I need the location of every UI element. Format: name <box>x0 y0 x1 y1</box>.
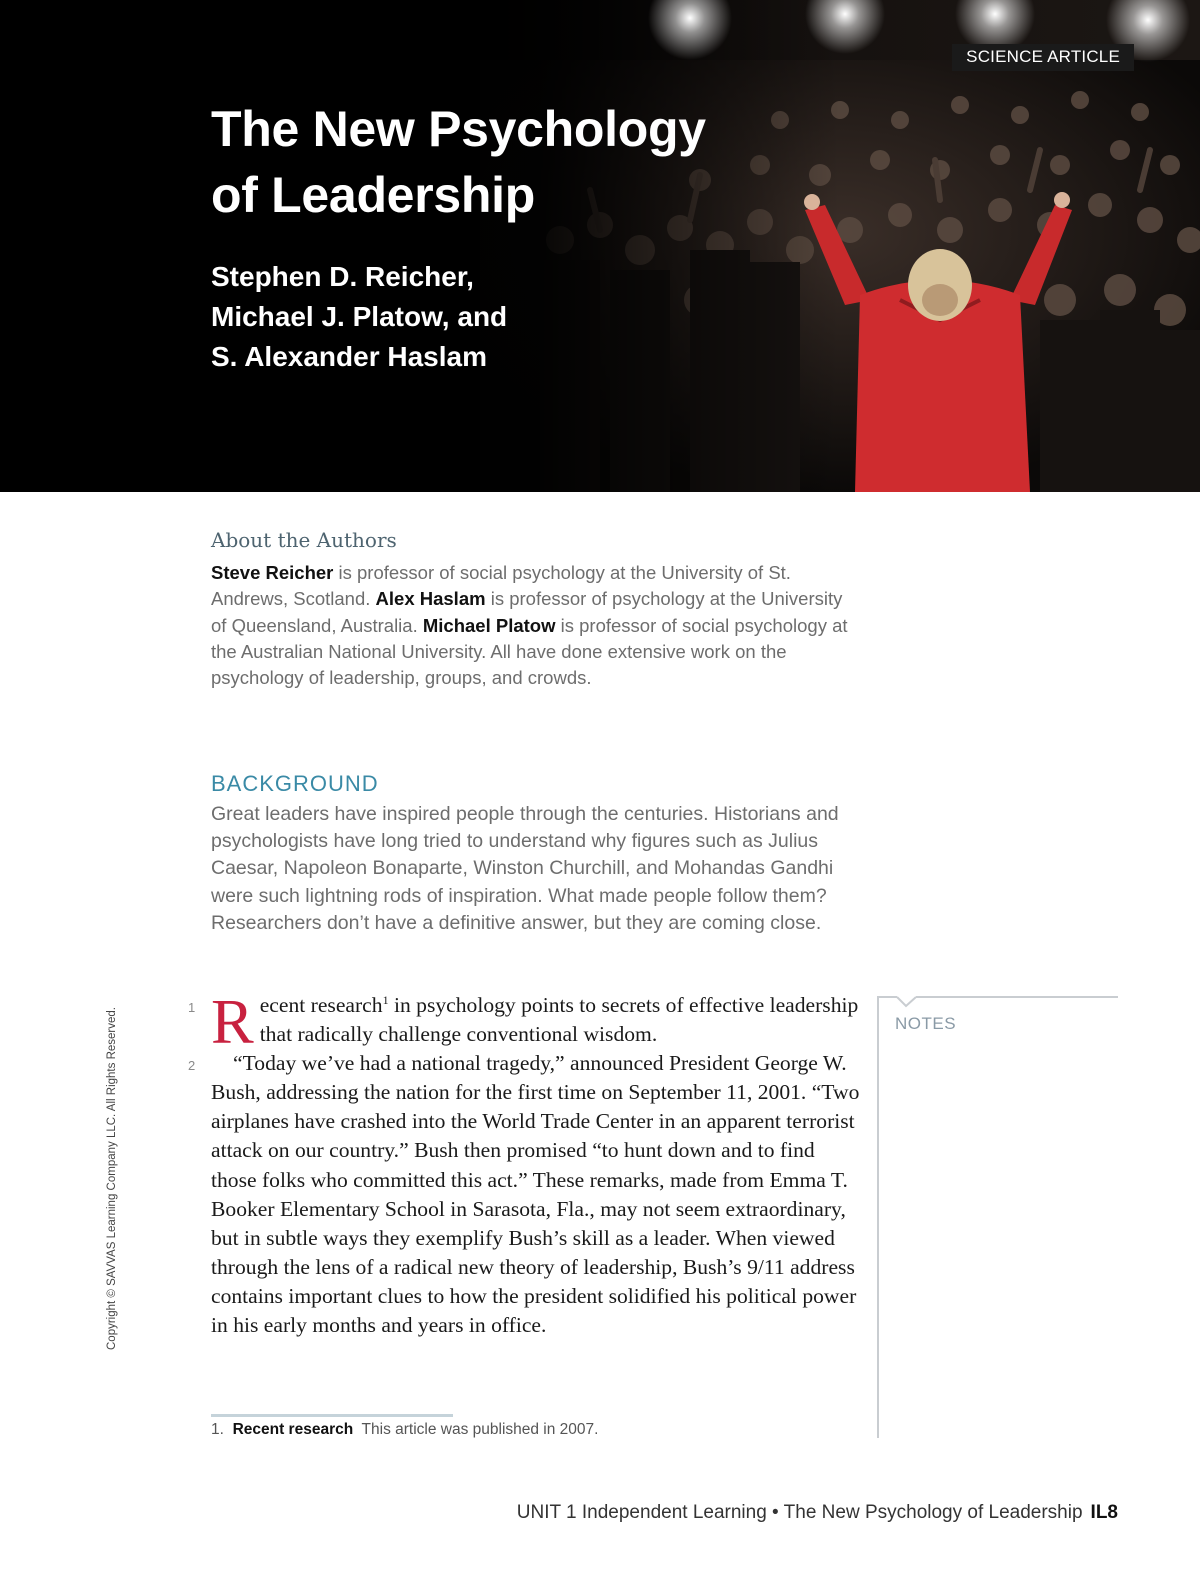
notes-border <box>877 996 897 998</box>
notes-label: NOTES <box>895 1014 957 1033</box>
title-line-2: of Leadership <box>211 167 535 223</box>
background-heading: BACKGROUND <box>211 771 379 796</box>
crowd-photo <box>0 0 1200 492</box>
author-name: Michael Platow <box>422 614 556 636</box>
notes-tab-notch <box>896 996 918 1008</box>
paragraph-2: “Today we’ve had a national tragedy,” announced President George W. Bush, addressing the nation for the first time on September 11, 2001. “Two airplanes have crashed into the World Trade Center in an apparent terrorist attack on our country.” Bush then promised “to hunt down and to find those folks who committed this act.” These remarks, made from Emma T. Booker Elementary School in Sarasota, Fla., may not seem extraordinary, but in subtle ways they exemplify Bush’s skill as a leader. When viewed through the lens of a radical new theory of leadership, Bush’s 9/11 address contains important clues to how the president solidified his political power in his early months and years in office. <box>211 1051 860 1338</box>
about-authors-heading: About the Authors <box>211 528 397 552</box>
page-number: IL8 <box>1090 1502 1118 1523</box>
author-name: Alex Haslam <box>375 588 486 610</box>
author-line: Stephen D. Reicher, <box>211 261 474 292</box>
notes-border <box>877 996 879 1438</box>
about-authors-text: Steve Reicher is professor of social psychology at the University of St. Andrews, Scotland. Alex Haslam is professor of psychology at the University of Queensland, Australia. Michael Platow is professor of social psychology at the Australian National University. All have done extensive work on the psychology of leadership, groups, and crowds. <box>211 562 848 689</box>
footnote-term: Recent research <box>232 1421 354 1438</box>
article-body: Recent research$^1$ in psychology points to secrets of effective leadership that radically challenge conventional wisdom. “Today we’ve had a national tragedy,” announced President George W. Bush, addressing the nation for the first time on September 11, 2001. “Two airplanes have crashed into the World Trade Center in an apparent terrorist attack on our country.” Bush then promised “to hunt down and to find those folks who committed this act.” These remarks, made from Emma T. Booker Elementary School in Sarasota, Fla., may not seem extraordinary, but in subtle ways they exemplify Bush’s skill as a leader. When viewed through the lens of a radical new theory of leadership, Bush’s 9/11 address contains important clues to how the president solidified his political power in his early months and years in office. <box>211 991 861 1340</box>
footnote-ref[interactable]: 1 <box>382 992 389 1007</box>
paragraph-number: 1 <box>188 1000 196 1015</box>
copyright-notice: Copyright © SAVVAS Learning Company LLC. All Rights Reserved. <box>106 1007 118 1350</box>
title-line-1: The New Psychology <box>211 101 706 157</box>
article-authors <box>211 257 631 377</box>
article-type-tag: SCIENCE ARTICLE <box>952 44 1134 71</box>
footer-text: UNIT 1 Independent Learning • The New Psychology of Leadership <box>516 1502 1083 1523</box>
hero-banner <box>0 0 1200 492</box>
author-line: Michael J. Platow, and <box>211 301 508 332</box>
footnote-rule <box>211 1414 453 1417</box>
article-title <box>211 96 771 228</box>
drop-cap: R <box>211 986 254 1057</box>
author-line: S. Alexander Haslam <box>211 341 487 372</box>
notes-border <box>916 996 1118 998</box>
page-footer <box>517 1502 1118 1524</box>
footnote: 1. Recent research This article was published in 2007. <box>211 1421 599 1438</box>
author-name: Steve Reicher <box>211 562 334 583</box>
paragraph-number: 2 <box>188 1058 196 1073</box>
background-text: Great leaders have inspired people through the centuries. Historians and psychologists have long tried to understand why figures such as Julius Caesar, Napoleon Bonaparte, Winston Churchill, and Mohandas Gandhi were such lightning rods of inspiration. What made people follow them? Researchers don’t have a definitive answer, but they are coming close. <box>211 803 839 934</box>
